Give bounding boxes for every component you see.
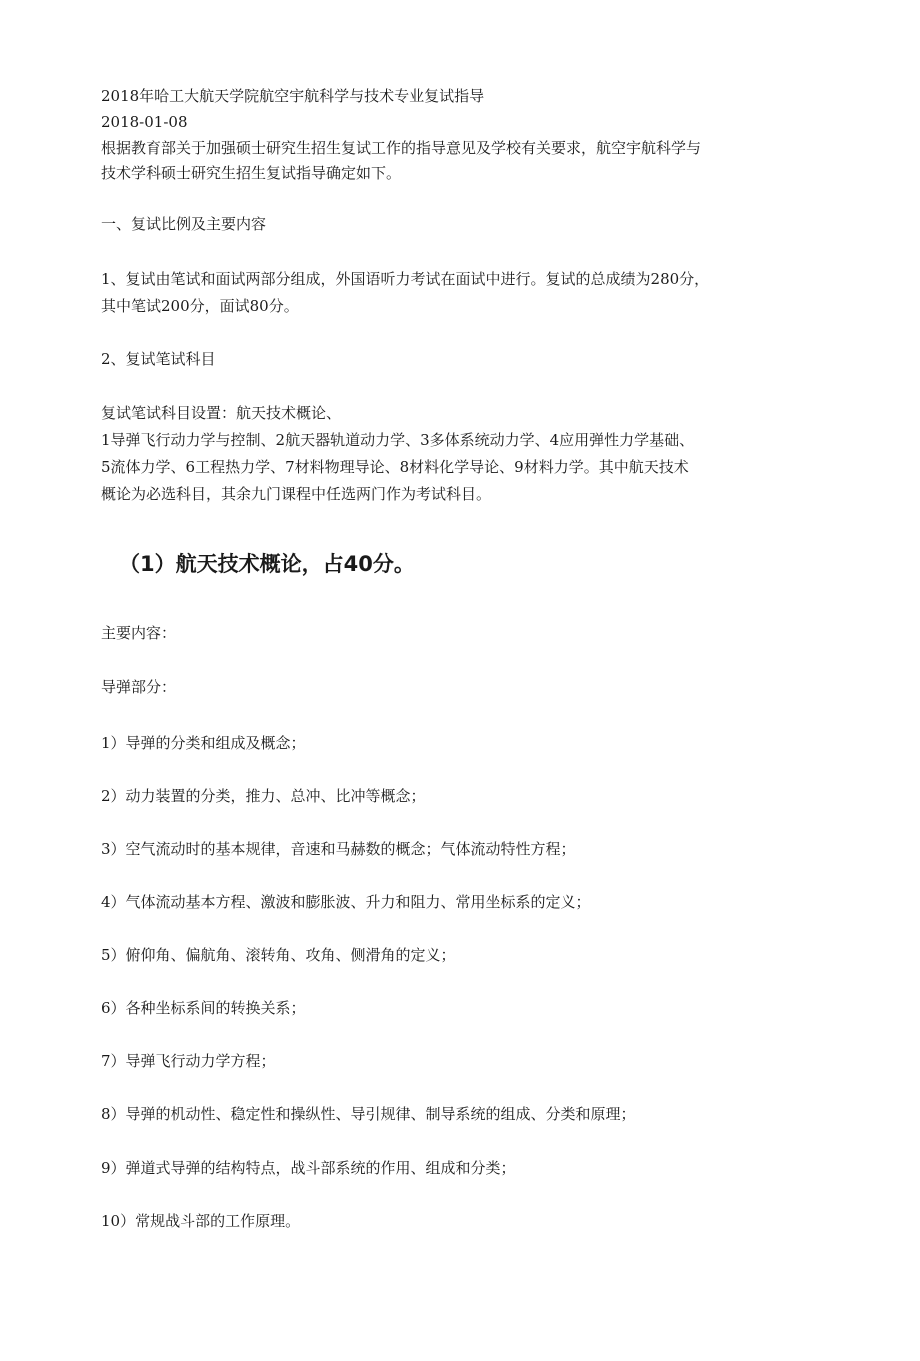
subsection-heading-1: （1）航天技术概论，占40分。 — [119, 552, 415, 576]
list-item: 2）动力装置的分类，推力、总冲、比冲等概念； — [101, 787, 426, 805]
list-item: 3）空气流动时的基本规律，音速和马赫数的概念；气体流动特性方程； — [101, 840, 576, 858]
intro-line-1: 根据教育部关于加强硕士研究生招生复试工作的指导意见及学校有关要求，航空宇航科学与 — [101, 139, 702, 157]
subjects-line-3: 5流体力学、6工程热力学、7材料物理导论、8材料化学导论、9材料力学。其中航天技术 — [101, 458, 689, 476]
list-item: 10）常规战斗部的工作原理。 — [101, 1212, 301, 1230]
missile-part-label: 导弹部分： — [101, 678, 177, 696]
list-item: 5）俯仰角、偏航角、滚转角、攻角、侧滑角的定义； — [101, 946, 456, 964]
item-2: 2、复试笔试科目 — [101, 350, 216, 368]
document-title: 2018年哈工大航天学院航空宇航科学与技术专业复试指导 — [101, 87, 485, 105]
subjects-line-4: 概论为必选科目，其余九门课程中任选两门作为考试科目。 — [101, 485, 492, 503]
subjects-line-2: 1导弹飞行动力学与控制、2航天器轨道动力学、3多体系统动力学、4应用弹性力学基础、 — [101, 431, 695, 449]
main-content-label: 主要内容： — [101, 624, 177, 642]
list-item: 8）导弹的机动性、稳定性和操纵性、导引规律、制导系统的组成、分类和原理； — [101, 1105, 636, 1123]
item-1-line-1: 1、复试由笔试和面试两部分组成，外国语听力考试在面试中进行。复试的总成绩为280分， — [101, 270, 710, 288]
list-item: 9）弹道式导弹的结构特点，战斗部系统的作用、组成和分类； — [101, 1159, 516, 1177]
subjects-line-1: 复试笔试科目设置：航天技术概论、 — [101, 404, 342, 422]
document-date: 2018-01-08 — [101, 113, 188, 131]
list-item: 1）导弹的分类和组成及概念； — [101, 734, 306, 752]
list-item: 6）各种坐标系间的转换关系； — [101, 999, 306, 1017]
intro-line-2: 技术学科硕士研究生招生复试指导确定如下。 — [101, 164, 402, 182]
item-1-line-2: 其中笔试200分，面试80分。 — [101, 297, 299, 315]
section-heading-1: 一、复试比例及主要内容 — [101, 215, 267, 233]
list-item: 7）导弹飞行动力学方程； — [101, 1052, 276, 1070]
list-item: 4）气体流动基本方程、激波和膨胀波、升力和阻力、常用坐标系的定义； — [101, 893, 591, 911]
